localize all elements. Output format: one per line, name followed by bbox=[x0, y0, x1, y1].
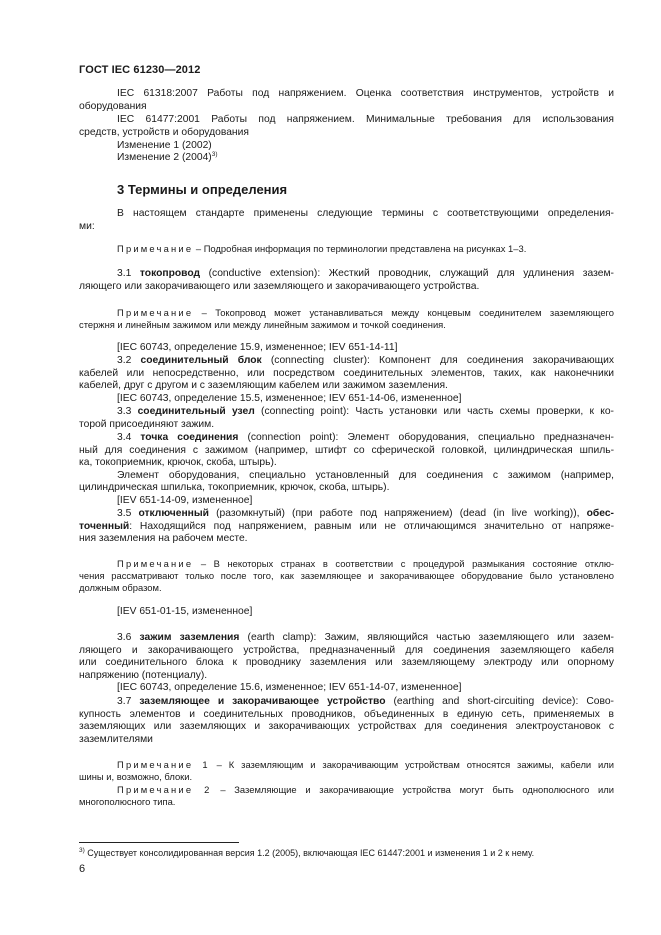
source-3-1: [IEC 60743, определение 15.9, измененное; IEV 651-14-11] bbox=[117, 342, 398, 353]
term-name: токопровод bbox=[139, 268, 201, 279]
term-3-1: 3.1 токопровод (conductive extension): Жесткий проводник, служащий для удлинения зазем- ляющего или закорачивающего или заземляющего и закорачивающего устройства. bbox=[79, 268, 614, 292]
term-name: точка соединения bbox=[140, 432, 239, 443]
note-3-1: Примечание – Токопровод может устанавливаться между концевым соединителем заземляющего стержня и линейным зажимом или между линейным зажимом и точкой соединения. bbox=[79, 307, 614, 330]
note-3-7-2: Примечание 2 – Заземляющие и закорачивающие устройства могут быть однополюсного или многополюсного типа. bbox=[79, 784, 615, 807]
reference-amendment-2: Изменение 2 $(2004)^{3)}$ bbox=[117, 151, 218, 163]
note-3-5: Примечание – В некоторых странах в соответствии с процедурой размыкания состояние отклю- чения рассматривают только после того, как заземляющее и закорачивающее оборудование было установлено должным образом. bbox=[79, 558, 614, 593]
document-header: ГОСТ IEC 61230—2012 bbox=[79, 64, 201, 76]
term-3-5: 3.5 отключенный (разомкнутый) (при работе под напряжением) (dead (in live working)), обес- точенный: Находящийся под напряжением, равным или не отличающимся значительно от напряже- ния заземления на рабочем месте. bbox=[79, 508, 614, 545]
reference-iec-61477: IEC 61477:2001 Работы под напряжением. Минимальные требования для использования средств, устройств и оборудования bbox=[79, 114, 614, 138]
term-name: отключенный bbox=[138, 508, 210, 519]
term-name: соединительный узел bbox=[137, 406, 255, 417]
section-title: 3 Термины и определения bbox=[117, 182, 288, 197]
term-name: заземляющее и закорачивающее устройство bbox=[139, 696, 386, 707]
page-number: 6 bbox=[79, 863, 86, 875]
footnote-separator bbox=[79, 842, 239, 843]
note-3-7-1: Примечание 1 – К заземляющим и закорачивающим устройствам относятся зажимы, кабели или шины и, возможно, блоки. bbox=[79, 759, 614, 782]
footnote-mark: 3) bbox=[79, 847, 85, 854]
footnote: $^{3)}$ Существует консолидированная версия 1.2 (2005), включающая IEC 61447:2001 и изменения 1 и 2 к нему. bbox=[79, 847, 535, 858]
term-3-2: 3.2 соединительный блок (connecting cluster): Компонент для соединения закорачивающих кабелей или непосредственно, или посредством соединительных элементов, таких, как наконечники кабелей, друг с другом и с заземляющим кабелем или зажимом заземления. [IEC 60743, определение 15.5, измененное; IEV 651-14-06, измененное] bbox=[79, 355, 614, 404]
reference-amendment-1: Изменение 1 (2002) bbox=[117, 140, 212, 151]
footnote-ref: 3) bbox=[211, 151, 218, 158]
term-name: соединительный блок bbox=[140, 355, 262, 366]
term-3-6: 3.6 зажим заземления (earth clamp): Зажим, являющийся частью заземляющего или зазем- ляющего и закорачивающего устройства, предназначенный для соединения заземляющего кабеля или соединительного блока к проводнику заземления или заземляющему электроду или опорному напряжению (потенциалу). [IEC 60743, определение 15.6, измененное; IEV 651-14-07, измененное] bbox=[79, 632, 614, 694]
reference-iec-61318: IEC 61318:2007 Работы под напряжением. Оценка соответствия инструментов, устройств и оборудования bbox=[79, 88, 614, 112]
term-3-7: 3.7 заземляющее и закорачивающее устройство (earthing and short-circuiting device): Сово- купность элементов и соединительных проводников, объединенных в единую сеть, применяемых в заземляющих или заземляющих и закорачивающих устройствах для соединения электроустановок с заземлителями bbox=[79, 696, 614, 745]
term-name: зажим заземления bbox=[139, 632, 240, 643]
section-intro: В настоящем стандарте применены следующие термины с соответствующими определения- ми: bbox=[79, 208, 614, 232]
note-terminology: Примечание – Подробная информация по терминологии представлена на рисунках 1–3. bbox=[117, 243, 527, 254]
term-3-3: 3.3 соединительный узел (connecting point): Часть установки или часть схемы проверки, к ко- торой присоединяют зажим. bbox=[79, 406, 614, 430]
source-3-5: [IEV 651-01-15, измененное] bbox=[117, 606, 253, 617]
term-3-4: 3.4 точка соединения (connection point): Элемент оборудования, специально предназначен- ный для соединения с зажимом (например, штифт со сферической головкой, цилиндрическая шпиль- ка, токоприемник, крючок, скоба, штырь). Элемент оборудования, специально установленный для соединения с зажимом (например, цилиндрическая шпилька, токоприемник, крючок, скоба, штырь). [IEV 651-14-09, измененное] bbox=[79, 432, 614, 506]
